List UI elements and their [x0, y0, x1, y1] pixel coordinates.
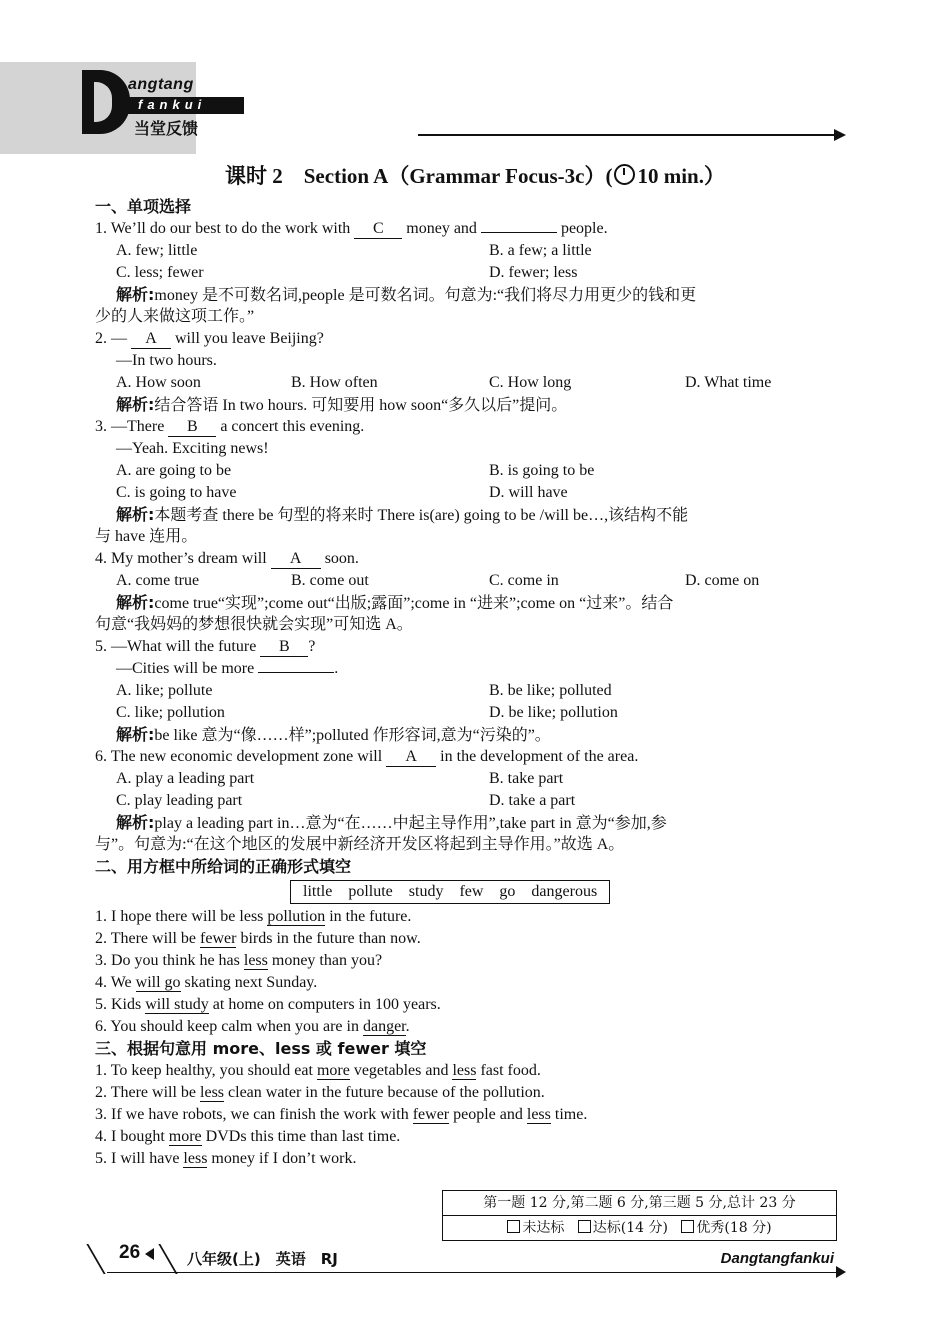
- header-arrow-line: [418, 134, 836, 136]
- q5-options-row1: A. like; pollute B. be like; polluted: [116, 682, 612, 699]
- q5-stem: 5. —What will the future B ?: [95, 638, 316, 655]
- p3-sentence-2: 2. There will be less clean water in the future because of the pollution.: [95, 1084, 545, 1101]
- p3-sentence-4: 4. I bought more DVDs this time than last time.: [95, 1128, 401, 1145]
- q3-options-row2: C. is going to have D. will have: [116, 484, 568, 501]
- page-footer: [95, 1240, 840, 1274]
- score-levels: 未达标 达标(14 分) 优秀(18 分): [443, 1215, 836, 1240]
- p2-sentence-4: 4. We will go skating next Sunday.: [95, 974, 318, 991]
- q4-analysis-cont: 句意“我妈妈的梦想很快就会实现”可知选 A。: [95, 616, 413, 633]
- q3-analysis-cont: 与 have 连用。: [95, 528, 198, 545]
- footer-right-arrow-icon: [836, 1266, 846, 1278]
- q4-answer-blank: A: [271, 550, 321, 569]
- q2-stem: 2. — A will you leave Beijing?: [95, 330, 324, 347]
- p2-sentence-2: 2. There will be fewer birds in the future than now.: [95, 930, 421, 947]
- footer-slash: [86, 1244, 105, 1274]
- checkbox-excellent[interactable]: [681, 1220, 694, 1233]
- q1-options-row2: [95, 262, 840, 284]
- q6-analysis: 解析:play a leading part in…意为“在……中起主导作用”,take part in 意为“参加,参: [116, 813, 667, 832]
- clock-icon: [614, 164, 635, 185]
- word-box: little pollute study few go dangerous: [290, 880, 610, 904]
- q6-options-row1: A. play a leading part B. take part: [116, 770, 564, 787]
- q1-options-row1: [95, 240, 840, 262]
- q4-options: A. come true B. come out C. come in D. come on: [116, 572, 760, 589]
- q1-answer-blank: C: [354, 220, 402, 239]
- q1-analysis: 解析:money 是不可数名词,people 是可数名词。句意为:“我们将尽力用更少的钱和更: [116, 285, 697, 304]
- footer-brand: Dangtangfankui: [720, 1250, 834, 1267]
- footer-slash-2: [158, 1244, 177, 1274]
- q2-options: A. How soon B. How often C. How long D. What time: [116, 374, 772, 391]
- checkbox-met[interactable]: [578, 1220, 591, 1233]
- logo-line3: 当堂反馈: [134, 119, 199, 138]
- q1-option-d: D. fewer; less: [489, 264, 578, 281]
- q3-options-row1: A. are going to be B. is going to be: [116, 462, 595, 479]
- p2-sentence-6: 6. You should keep calm when you are in danger.: [95, 1018, 410, 1035]
- q5-second-blank: [258, 672, 334, 673]
- q6-analysis-cont: 与”。句意为:“在这个地区的发展中新经济开发区将起到主导作用。”故选 A。: [95, 836, 625, 853]
- q4-analysis: 解析:come true“实现”;come out“出版;露面”;come in “进来”;come on “过来”。结合: [116, 593, 674, 612]
- q2-reply: —In two hours.: [116, 352, 217, 369]
- q1-stem: 1. We’ll do our best to do the work with C money and people.: [95, 220, 608, 237]
- q1-second-blank: [481, 232, 557, 233]
- grade-subject: 八年级(上) 英语 RJ: [187, 1250, 338, 1268]
- part1-heading: 一、单项选择: [95, 197, 192, 216]
- exercise-body: [95, 196, 840, 1170]
- p3-sentence-5: 5. I will have less money if I don’t work.: [95, 1150, 357, 1167]
- p2-sentence-1: 1. I hope there will be less pollution in the future.: [95, 908, 412, 925]
- q1-option-a: A. few; little: [116, 242, 198, 259]
- q6-options-row2: C. play leading part D. take a part: [116, 792, 576, 809]
- q3-stem: 3. —There B a concert this evening.: [95, 418, 365, 435]
- q3-answer-blank: B: [168, 418, 216, 437]
- q2-analysis: 解析:结合答语 In two hours. 可知要用 how soon“多久以后”提问。: [116, 395, 568, 414]
- q3-analysis: 解析:本题考查 there be 句型的将来时 There is(are) going to be /will be…,该结构不能: [116, 505, 689, 524]
- logo-line2: fankui: [138, 97, 207, 112]
- p2-sentence-3: 3. Do you think he has less money than you?: [95, 952, 383, 969]
- q1-analysis-cont: 少的人来做这项工作。”: [95, 308, 255, 325]
- q5-answer-blank: B: [260, 638, 308, 657]
- q5-reply: —Cities will be more .: [116, 660, 339, 677]
- checkbox-not-met[interactable]: [507, 1220, 520, 1233]
- logo-line1: angtang: [128, 76, 194, 93]
- q6-answer-blank: A: [386, 748, 436, 767]
- q4-stem: 4. My mother’s dream will A soon.: [95, 550, 359, 567]
- word-box-row: [95, 878, 840, 906]
- q3-reply: —Yeah. Exciting news!: [116, 440, 269, 457]
- score-box: [442, 1190, 837, 1241]
- part3-heading: 三、根据句意用 more、less 或 fewer 填空: [95, 1039, 427, 1058]
- logo-d-mark: [82, 70, 130, 134]
- p2-sentence-5: 5. Kids will study at home on computers in 100 years.: [95, 996, 441, 1013]
- p3-sentence-1: 1. To keep healthy, you should eat more vegetables and less fast food.: [95, 1062, 541, 1079]
- footer-line: [107, 1272, 837, 1273]
- q1-option-c: C. less; fewer: [116, 264, 204, 281]
- q2-answer-blank: A: [131, 330, 171, 349]
- score-summary: 第一题 12 分,第二题 6 分,第三题 5 分,总计 23 分: [483, 1195, 796, 1211]
- page-number: 26: [119, 1242, 141, 1263]
- lesson-title: 课时 2 Section A（Grammar Focus-3c）( 10 min.）: [225, 164, 725, 188]
- q5-analysis: 解析:be like 意为“像……样”;polluted 作形容词,意为“污染的”。: [116, 725, 551, 744]
- q5-options-row2: C. like; pollution D. be like; pollution: [116, 704, 618, 721]
- q6-stem: 6. The new economic development zone will A in the development of the area.: [95, 748, 639, 765]
- dangtang-logo: [82, 70, 252, 140]
- part2-heading: 二、用方框中所给词的正确形式填空: [95, 857, 352, 876]
- p3-sentence-3: 3. If we have robots, we can finish the work with fewer people and less time.: [95, 1106, 588, 1123]
- q1-option-b: B. a few; a little: [489, 242, 592, 259]
- footer-left-arrow-icon: [145, 1248, 154, 1260]
